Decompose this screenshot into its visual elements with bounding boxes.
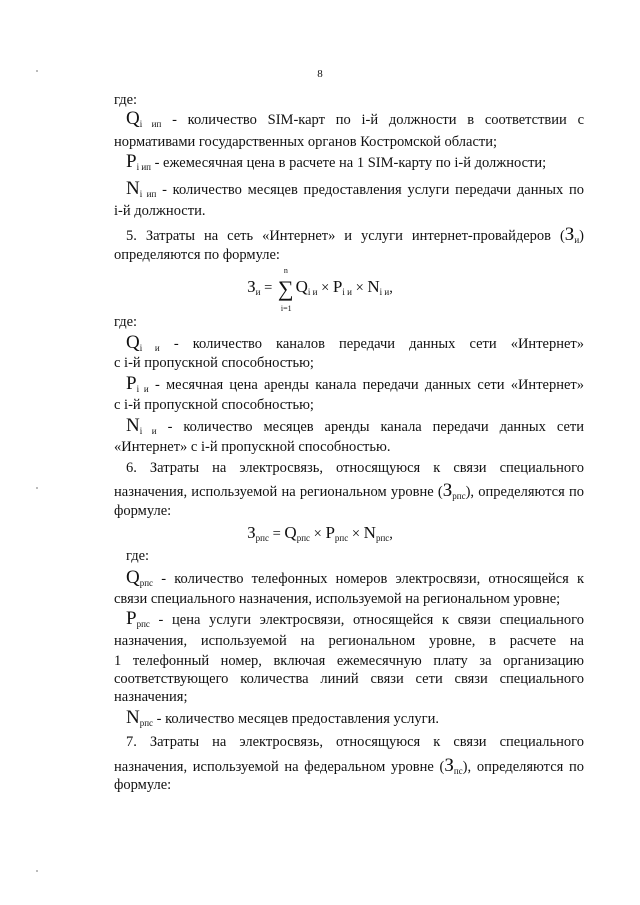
symbol-z: З — [444, 755, 454, 776]
definition-text-cont: связи специального назначения, используемой на региональном уровне; — [114, 591, 561, 607]
scan-artifact — [36, 870, 38, 872]
definition-text: - количество SIM-карт по i-й должности в соответствии с — [172, 112, 585, 128]
symbol-subscript: i ип — [136, 162, 151, 172]
where-label: где: — [114, 314, 138, 330]
paragraph-6-cont: формуле: — [114, 503, 172, 519]
scan-artifact — [36, 487, 38, 489]
paragraph-6-cont: назначения, используемой на региональном уровне $(З_{рпс})$, определяются по — [114, 480, 585, 501]
definition-text-cont: с i-й пропускной способностью; — [114, 355, 314, 371]
symbol-p: P — [126, 151, 137, 172]
definition-text-cont: соответствующего количества линий связи сети связи специального — [114, 671, 584, 687]
paragraph-6: 6. Затраты на электросвязь, относящуюся к связи специального — [126, 460, 584, 476]
symbol-p: P — [126, 373, 137, 394]
paragraph-7-cont: назначения, используемой на федеральном уровне $(З_{пс})$, определяются по — [114, 755, 584, 776]
definition-q-i: $Q_{i и}$ - количество каналов передачи данных сети «Интернет» — [126, 332, 584, 353]
where-label: где: — [114, 92, 138, 108]
definition-text-cont: с i-й пропускной способностью; — [114, 397, 314, 413]
definition-text-cont: 1 телефонный номер, включая ежемесячную плату за организацию — [114, 653, 584, 669]
definition-text-cont: нормативами государственных органов Костромской области; — [114, 134, 498, 150]
scan-artifact — [36, 70, 38, 72]
symbol-subscript: i ип — [139, 119, 162, 129]
symbol-z: З — [564, 224, 575, 245]
page-number: 8 — [317, 68, 323, 80]
paragraph-7-cont: формуле: — [114, 777, 172, 793]
paragraph-5-cont: определяются по формуле: — [114, 247, 280, 263]
symbol-q: Q — [126, 332, 140, 353]
definition-n-iip — [126, 180, 584, 203]
definition-text-cont: назначения; — [114, 689, 188, 705]
definition-text-cont: i-й должности. — [114, 203, 206, 219]
definition-text-cont: «Интернет» с i-й пропускной способностью. — [114, 439, 391, 455]
symbol-q: Q — [126, 567, 140, 588]
definition-n-i: $N_{i и}$ - количество месяцев аренды канала передачи данных сети — [126, 415, 584, 436]
definition-text: - ежемесячная цена в расчете на 1 SIM-карту по i-й должности; — [154, 155, 547, 171]
sum-symbol: n ∑ i=1 — [277, 266, 294, 313]
formula-internet: $З_и$ = n ∑ i=1 $Q_{i и} \times P_{i и} \times N_{i и}$, — [247, 266, 393, 313]
definition-text-cont: назначения, используемой на региональном уровне, в расчете на — [114, 633, 584, 649]
where-label: где: — [126, 548, 150, 564]
paragraph-5: 5. Затраты на сеть «Интернет» и услуги интернет-провайдеров $(З_и)$ — [126, 224, 584, 245]
symbol-n: N — [126, 178, 140, 199]
symbol-n: N — [126, 707, 140, 728]
definition-text: - количество месяцев предоставления услуги передачи данных по — [162, 182, 584, 198]
symbol-n: N — [126, 415, 140, 436]
definition-q-iip — [126, 110, 584, 133]
symbol-p: P — [126, 608, 137, 629]
definition-n-rps: $N_{рпс}$ - количество месяцев предоставления услуги. — [126, 707, 439, 728]
paragraph-7: 7. Затраты на электросвязь, относящуюся к связи специального — [126, 734, 584, 750]
definition-p-rps: $P_{рпс}$ - цена услуги электросвязи, относящейся к связи специального — [126, 608, 584, 629]
definition-p-iip — [126, 153, 584, 176]
definition-q-rps: $Q_{рпс}$ - количество телефонных номеров электросвязи, относящейся к — [126, 567, 584, 588]
symbol-subscript: i ип — [139, 189, 157, 199]
definition-p-i: $P_{i и}$ - месячная цена аренды канала передачи данных сети «Интернет» — [126, 373, 584, 394]
symbol-q: Q — [126, 108, 140, 129]
formula-rps: $З_{рпс} = Q_{рпс} \times P_{рпс} \times N_{рпс}$, — [247, 523, 393, 543]
symbol-z: З — [442, 480, 453, 501]
